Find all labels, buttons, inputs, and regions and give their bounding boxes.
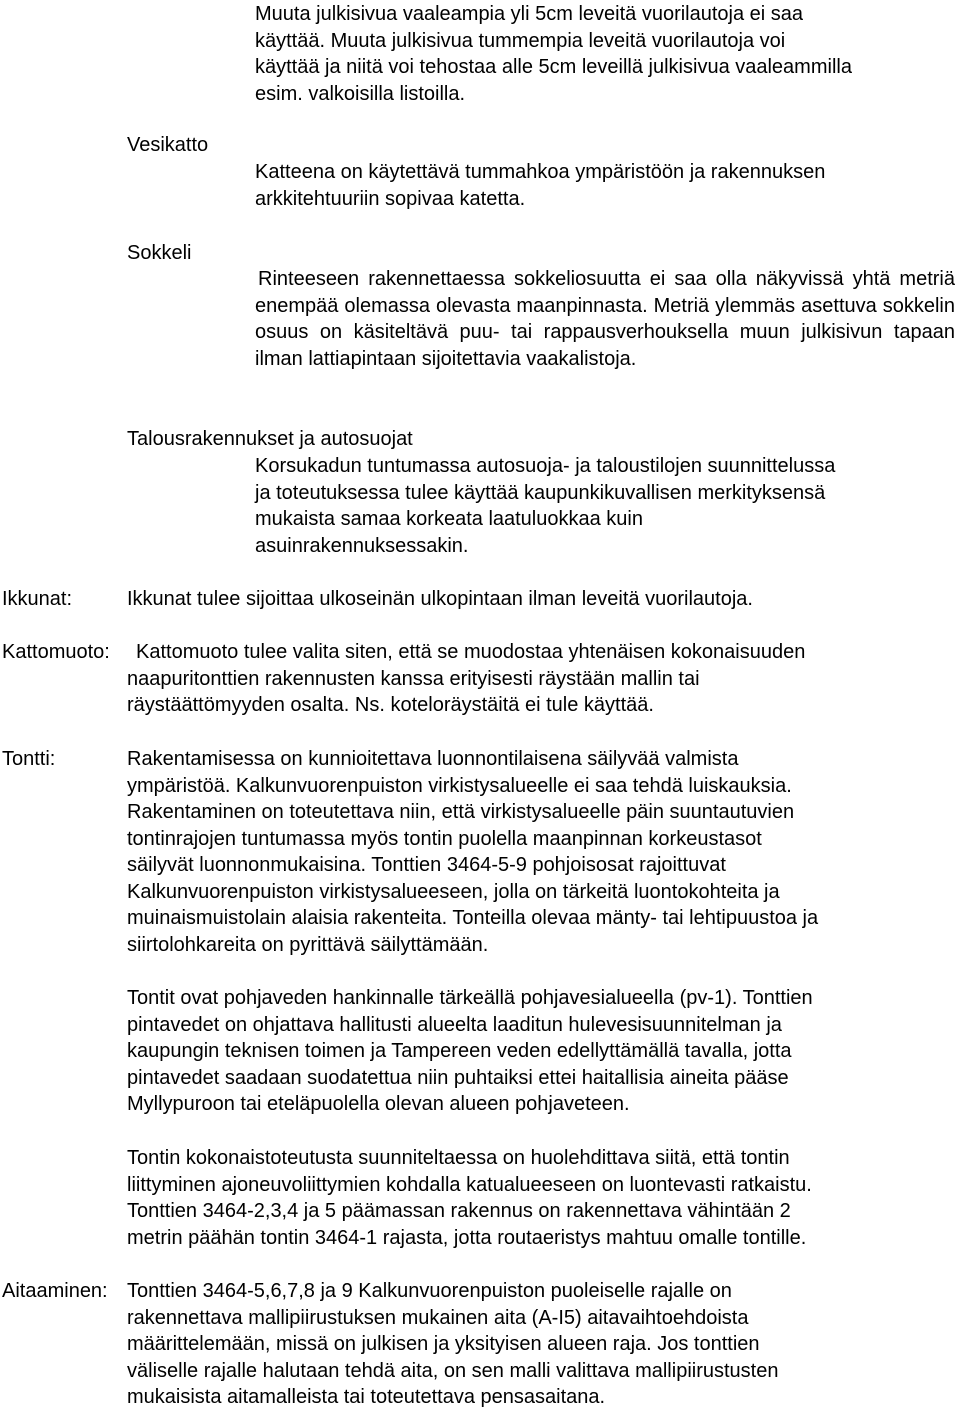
fencing-line: Tonttien 3464-5,6,7,8 ja 9 Kalkunvuorenpuiston puoleiselle rajalle on	[127, 1280, 732, 1302]
fencing-line: mukaisista aitamalleista tai toteutettava pensasaitana.	[127, 1386, 606, 1408]
outbuildings-line: Korsukadun tuntumassa autosuoja- ja taloustilojen suunnittelussa	[255, 455, 836, 477]
plot-line: ympäristöä. Kalkunvuorenpuiston virkistysalueelle ei saa tehdä luiskauksia.	[127, 774, 792, 797]
plot-line: metrin päähän tontin 3464-1 rajasta, jotta routaeristys mahtuu omalle tontille.	[127, 1226, 807, 1249]
plot-line: siirtolohkareita on pyrittävä säilyttämään.	[127, 933, 489, 956]
outbuildings-line: mukaista samaa korkeata laatuluokkaa kuin	[255, 508, 643, 530]
roof-shape-line: naapuritonttien rakennusten kanssa erityisesti räystään mallin tai	[127, 667, 700, 690]
facade-line: käyttää ja niitä voi tehostaa alle 5cm leveillä julkisivua vaaleammilla	[255, 56, 852, 78]
plot-paragraph-1	[127, 746, 818, 958]
plot-line: muinaismuistolain alaisia rakenteita. Tonteilla olevaa mänty- tai lehtipuustoa ja	[127, 907, 819, 929]
plot-line: Tontin kokonaistoteutusta suunniteltaessa on huolehdittava siitä, että tontin	[127, 1147, 790, 1169]
roof-shape-label: Kattomuoto:	[2, 641, 110, 663]
plot-line: säilyvät luonnonmukaisina. Tonttien 3464-5-9 pohjoisosat rajoittuvat	[127, 854, 726, 876]
base-paragraph: Rinteeseen rakennettaessa sokkeliosuutta ei saa olla näkyvissä yhtä metriä enempää olemassa olevasta maanpinnasta. Metriä ylemmäs asettuva sokkelin osuus on käsiteltävä puu- tai rappausverhouksella muun julkisivun tapaan ilman lattiapintaan sijoitettavia vaakalistoja.	[255, 268, 955, 370]
plot-line: kaupungin teknisen toimen ja Tampereen veden edellyttämällä tavalla, jotta	[127, 1040, 792, 1062]
plot-line: liittyminen ajoneuvoliittymien kohdalla katualueeseen on luontevasti ratkaistu.	[127, 1173, 812, 1196]
roof-line: arkkitehtuuriin sopivaa katetta.	[255, 187, 526, 210]
facade-paragraph	[255, 1, 852, 107]
fencing-line: rakennettava mallipiirustuksen mukainen aita (A-I5) aitavaihtoehdoista	[127, 1306, 749, 1329]
plot-line: Tontit ovat pohjaveden hankinnalle tärkeällä pohjavesialueella (pv-1). Tonttien	[127, 987, 813, 1009]
plot-line: tontinrajojen tuntumassa myös tontin puolella maanpinnan korkeustasot	[127, 827, 762, 850]
outbuildings-line: ja toteutuksessa tulee käyttää kaupunkikuvallisen merkityksensä	[255, 481, 826, 504]
fencing-line: väliselle rajalle halutaan tehdä aita, on sen malli valittava mallipiirustusten	[127, 1359, 779, 1382]
windows-paragraph	[127, 586, 753, 613]
roof-shape-line: räystäättömyyden osalta. Ns. koteloräystäitä ei tule käyttää.	[127, 694, 654, 716]
roof-label: Vesikatto	[127, 134, 209, 156]
plot-paragraph-2	[127, 985, 813, 1118]
plot-line: Kalkunvuorenpuiston virkistysalueeseen, jolla on tärkeitä luontokohteita ja	[127, 880, 780, 903]
plot-line: Rakentaminen on toteutettava niin, että virkistysalueelle päin suuntautuvien	[127, 801, 795, 823]
plot-line: pintavedet saadaan suodatettua niin puhtaiksi ettei haitallisia aineita pääse	[127, 1066, 789, 1089]
base-label: Sokkeli	[127, 242, 192, 264]
facade-line: käyttää. Muuta julkisivua tummempia leveitä vuorilautoja voi	[255, 29, 786, 52]
roof-line: Katteena on käytettävä tummahkoa ympäristöön ja rakennuksen	[255, 161, 826, 183]
plot-line: Tonttien 3464-2,3,4 ja 5 päämassan rakennus on rakennettava vähintään 2	[127, 1200, 791, 1222]
plot-line: Rakentamisessa on kunnioitettava luonnontilaisena säilyvää valmista	[127, 748, 739, 770]
plot-paragraph-3	[127, 1145, 812, 1251]
outbuildings-label: Talousrakennukset ja autosuojat	[127, 428, 413, 450]
fencing-line: määrittelemään, missä on julkisen ja yksityisen alueen raja. Jos tonttien	[127, 1333, 760, 1355]
roof-shape-paragraph	[127, 666, 700, 719]
facade-line: Muuta julkisivua vaaleampia yli 5cm leveitä vuorilautoja ei saa	[255, 3, 804, 25]
outbuildings-paragraph	[255, 453, 835, 559]
roof-shape-line: Kattomuoto tulee valita siten, että se muodostaa yhtenäisen kokonaisuuden	[136, 641, 806, 663]
fencing-paragraph	[127, 1278, 778, 1411]
plot-label: Tontti:	[2, 748, 56, 770]
plot-line: pintavedet on ohjattava hallitusti alueelta laaditun hulevesisuunnitelman ja	[127, 1013, 782, 1036]
fencing-label: Aitaaminen:	[2, 1280, 108, 1302]
roof-paragraph	[255, 159, 825, 212]
windows-line: Ikkunat tulee sijoittaa ulkoseinän ulkopintaan ilman leveitä vuorilautoja.	[127, 588, 753, 610]
outbuildings-line: asuinrakennuksessakin.	[255, 534, 469, 557]
facade-line: esim. valkoisilla listoilla.	[255, 82, 466, 105]
plot-line: Myllypuroon tai eteläpuolella olevan alueen pohjaveteen.	[127, 1093, 630, 1115]
windows-label: Ikkunat:	[2, 588, 73, 610]
